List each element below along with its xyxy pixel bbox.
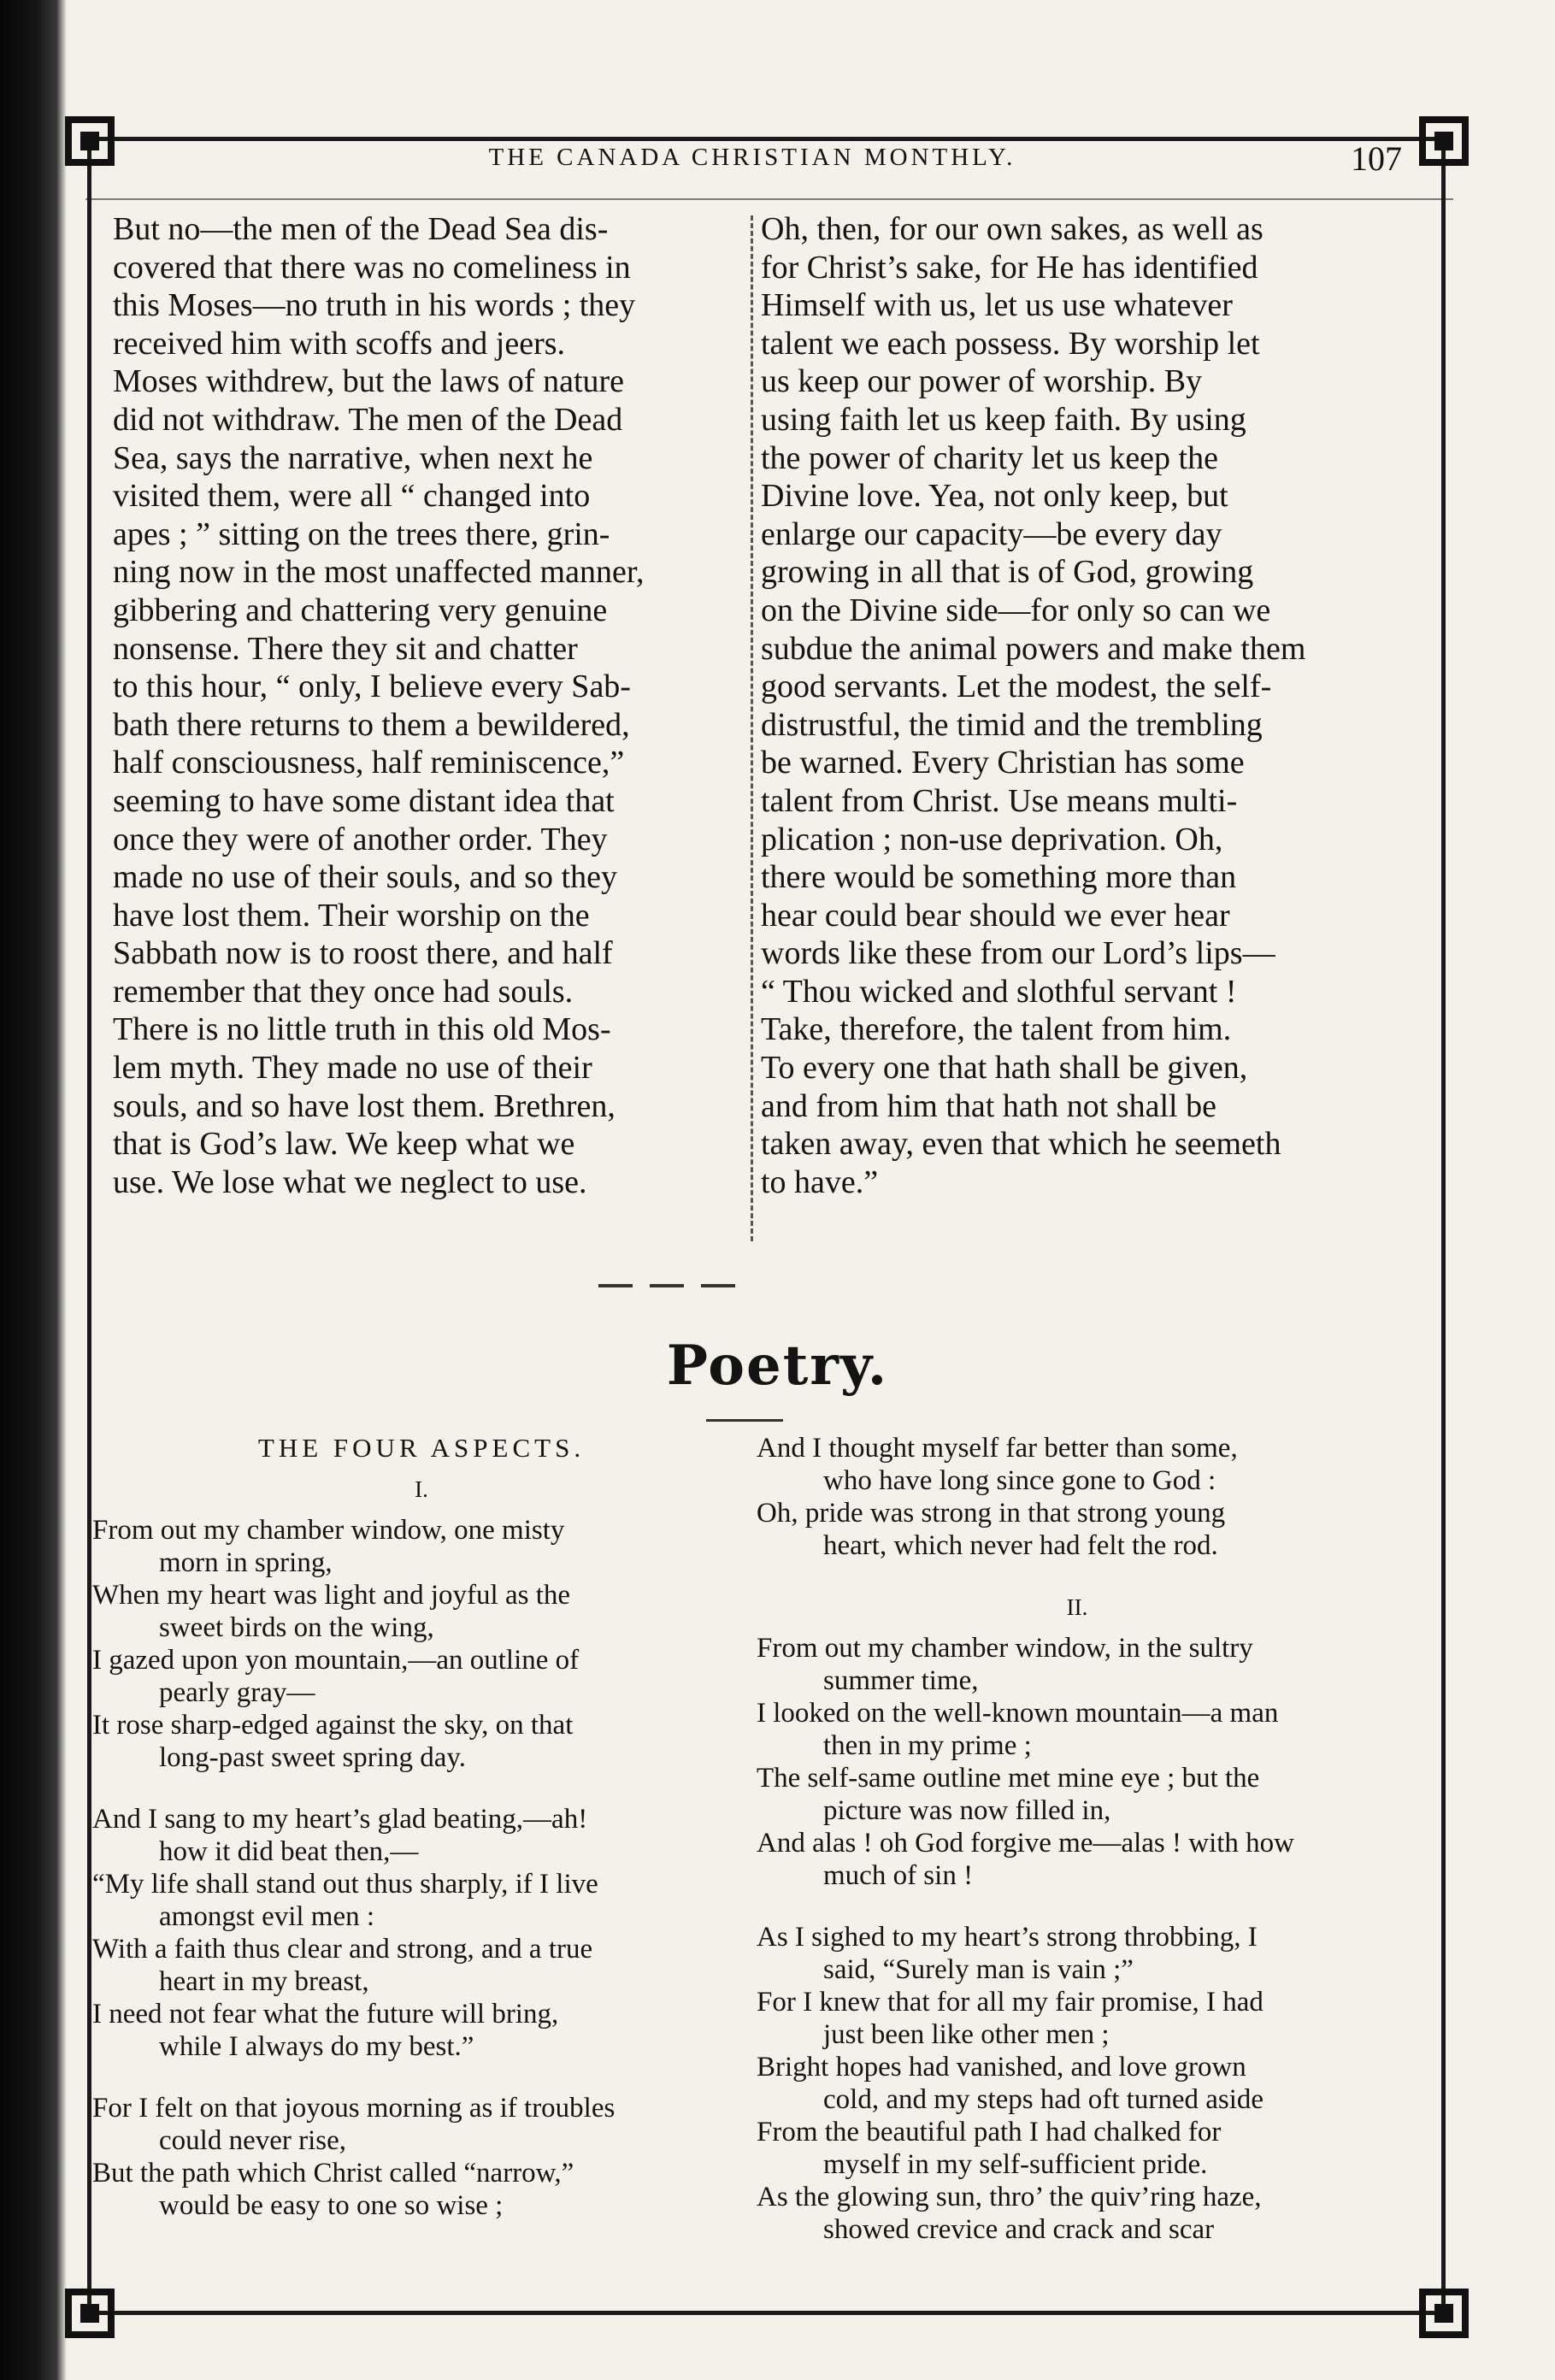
section-title: Poetry. (666, 1334, 889, 1398)
stanza (92, 2092, 751, 2222)
book-spine-shadow (0, 0, 67, 2380)
page-number: 107 (1351, 139, 1402, 178)
poem-line: Bright hopes had vanished, and love grown (757, 2052, 1246, 2082)
prose-line: But no—the men of the Dead Sea dis- (113, 211, 609, 247)
prose-line: words like these from our Lord’s lips— (761, 935, 1275, 972)
poem-line: cold, and my steps had oft turned aside (823, 2084, 1264, 2115)
prose-line: received him with scoffs and jeers. (113, 325, 566, 362)
stanza (757, 1632, 1398, 1892)
poem-line: morn in spring, (159, 1547, 333, 1578)
prose-line: taken away, even that which he seemeth (761, 1126, 1281, 1163)
prose-line: There is no little truth in this old Mos- (113, 1011, 611, 1048)
prose-line: half consciousness, half reminiscence,” (113, 745, 625, 781)
prose-line: this Moses—no truth in his words ; they (113, 287, 636, 324)
prose-line: remember that they once had souls. (113, 973, 574, 1010)
prose-column-right (761, 210, 1393, 1201)
prose-line: to have.” (761, 1163, 879, 1200)
poem-line: As I sighed to my heart’s strong throbbing, I (757, 1922, 1258, 1953)
prose-line: did not withdraw. The men of the Dead (113, 401, 623, 438)
prose-line: seeming to have some distant idea that (113, 782, 615, 819)
prose-line: Oh, then, for our own sakes, as well as (761, 211, 1263, 247)
poem-line: As the glowing sun, thro’ the quiv’ring haze, (757, 2182, 1262, 2212)
prose-line: subdue the animal powers and make them (761, 630, 1306, 667)
running-title: THE CANADA CHRISTIAN MONTHLY. (488, 144, 1016, 171)
prose-line: to this hour, “ only, I believe every Sab- (113, 669, 631, 705)
page-header (103, 139, 1402, 186)
poem-line: “My life shall stand out thus sharply, if I live (92, 1869, 598, 1900)
poem-line: long-past sweet spring day. (159, 1742, 466, 1773)
prose-line: To every one that hath shall be given, (761, 1050, 1248, 1087)
poem-line: For I knew that for all my fair promise, I had (757, 1987, 1263, 2018)
poem-title: THE FOUR ASPECTS. (257, 1433, 586, 1463)
prose-line: Himself with us, let us use whatever (761, 287, 1233, 324)
prose-line: Moses withdrew, but the laws of nature (113, 363, 625, 400)
prose-line: bath there returns to them a bewildered, (113, 706, 630, 743)
poem-line: pearly gray— (159, 1677, 315, 1708)
stanza (757, 1432, 1398, 1562)
poem-line: I need not fear what the future will bring, (92, 1999, 559, 2029)
prose-line: apes ; ” sitting on the trees there, grin- (113, 515, 610, 552)
prose-line: gibbering and chattering very genuine (113, 592, 608, 628)
prose-line: for Christ’s sake, for He has identified (761, 249, 1258, 286)
prose-line: enlarge our capacity—be every day (761, 515, 1222, 552)
stanza (92, 1803, 751, 2063)
prose-line: ning now in the most unaffected manner, (113, 554, 645, 591)
prose-line: lem myth. They made no use of their (113, 1050, 592, 1087)
poem-line: From out my chamber window, one misty (92, 1515, 565, 1546)
poem-line: how it did beat then,— (159, 1836, 419, 1867)
poem-title-rule (706, 1419, 783, 1422)
poem-line: sweet birds on the wing, (159, 1612, 434, 1643)
corner-ornament-bottom-left (58, 2282, 121, 2345)
poem-line: heart, which never had felt the rod. (823, 1530, 1218, 1561)
prose-line: talent we each possess. By worship let (761, 325, 1260, 362)
prose-line: that is God’s law. We keep what we (113, 1126, 575, 1163)
poem-line: From out my chamber window, in the sultry (757, 1633, 1253, 1664)
poem-column-right (757, 1432, 1398, 2246)
poem-line: summer time, (823, 1665, 979, 1696)
frame-top-rule-thin (85, 198, 1453, 200)
prose-line: hear could bear should we ever hear (761, 897, 1230, 934)
prose-line: growing in all that is of God, growing (761, 554, 1254, 591)
prose-line: us keep our power of worship. By (761, 363, 1203, 400)
prose-line: Sabbath now is to roost there, and half (113, 935, 613, 972)
prose-line: made no use of their souls, and so they (113, 859, 617, 896)
poem-line: would be easy to one so wise ; (159, 2190, 504, 2221)
prose-line: covered that there was no comeliness in (113, 249, 631, 286)
corner-ornament-top-right (1412, 109, 1475, 173)
poem-line: amongst evil men : (159, 1901, 375, 1932)
prose-column-left (113, 210, 744, 1201)
frame-right-rule (1441, 137, 1446, 2315)
poem-line: just been like other men ; (823, 2019, 1110, 2050)
prose-line: plication ; non-use deprivation. Oh, (761, 821, 1223, 857)
poem-line: showed crevice and crack and scar (823, 2214, 1215, 2245)
poem-line: The self-same outline met mine eye ; but the (757, 1763, 1260, 1794)
prose-line: there would be something more than (761, 859, 1237, 896)
poem-line: Oh, pride was strong in that strong young (757, 1498, 1226, 1529)
prose-line: “ Thou wicked and slothful servant ! (761, 973, 1237, 1010)
poem-line: When my heart was light and joyful as the (92, 1580, 571, 1611)
poem-line: myself in my self-sufficient pride. (823, 2149, 1208, 2180)
prose-line: nonsense. There they sit and chatter (113, 630, 578, 667)
prose-line: good servants. Let the modest, the self- (761, 669, 1272, 705)
poem-line: I gazed upon yon mountain,—an outline of (92, 1645, 580, 1676)
prose-line: and from him that hath not shall be (761, 1087, 1216, 1124)
poem-line: picture was now filled in, (823, 1795, 1111, 1826)
stanza (757, 1921, 1398, 2246)
poem-line: It rose sharp-edged against the sky, on that (92, 1710, 574, 1741)
poem-line: said, “Surely man is vain ;” (823, 1954, 1134, 1985)
prose-line: use. We lose what we neglect to use. (113, 1163, 587, 1200)
poem-line: much of sin ! (823, 1860, 974, 1891)
poem-line: who have long since gone to God : (823, 1465, 1216, 1496)
prose-line: Sea, says the narrative, when next he (113, 439, 593, 476)
prose-line: souls, and so have lost them. Brethren, (113, 1087, 616, 1124)
stanza-group (757, 1632, 1398, 2246)
prose-line: distrustful, the timid and the trembling (761, 706, 1263, 743)
part-number: I. (415, 1476, 428, 1502)
prose-line: have lost them. Their worship on the (113, 897, 590, 934)
poem-line: And alas ! oh God forgive me—alas ! with how (757, 1828, 1295, 1859)
poem-line: could never rise, (159, 2125, 346, 2156)
prose-line: Divine love. Yea, not only keep, but (761, 478, 1228, 515)
poem-line: I looked on the well-known mountain—a man (757, 1698, 1279, 1729)
prose-line: Take, therefore, the talent from him. (761, 1011, 1232, 1048)
column-divider (751, 215, 753, 1241)
frame-bottom-rule (85, 2311, 1453, 2315)
poem-line: For I felt on that joyous morning as if troubles (92, 2093, 616, 2124)
poem-line: heart in my breast, (159, 1966, 369, 1997)
poem-line: while I always do my best.” (159, 2031, 474, 2062)
poem-line: But the path which Christ called “narrow,” (92, 2158, 574, 2189)
corner-ornament-bottom-right (1412, 2282, 1475, 2345)
frame-top-rule (85, 137, 1453, 141)
part-number: II. (1066, 1594, 1088, 1620)
prose-line: the power of charity let us keep the (761, 439, 1218, 476)
prose-line: using faith let us keep faith. By using (761, 401, 1246, 438)
prose-line: once they were of another order. They (113, 821, 608, 857)
prose-line: on the Divine side—for only so can we (761, 592, 1271, 628)
poem-line: And I sang to my heart’s glad beating,—ah! (92, 1804, 588, 1835)
prose-line: be warned. Every Christian has some (761, 745, 1245, 781)
frame-left-rule (87, 137, 91, 2315)
stanza-group (92, 1514, 751, 2222)
poem-line: From the beautiful path I had chalked for (757, 2117, 1222, 2147)
poem-line: And I thought myself far better than some, (757, 1433, 1238, 1464)
section-separator (598, 1284, 735, 1287)
prose-line: visited them, were all “ changed into (113, 478, 591, 515)
stanza (92, 1514, 751, 1774)
poem-line: With a faith thus clear and strong, and a true (92, 1934, 593, 1965)
prose-line: talent from Christ. Use means multi- (761, 782, 1238, 819)
poem-column-left (92, 1432, 751, 2222)
poem-line: then in my prime ; (823, 1730, 1032, 1761)
